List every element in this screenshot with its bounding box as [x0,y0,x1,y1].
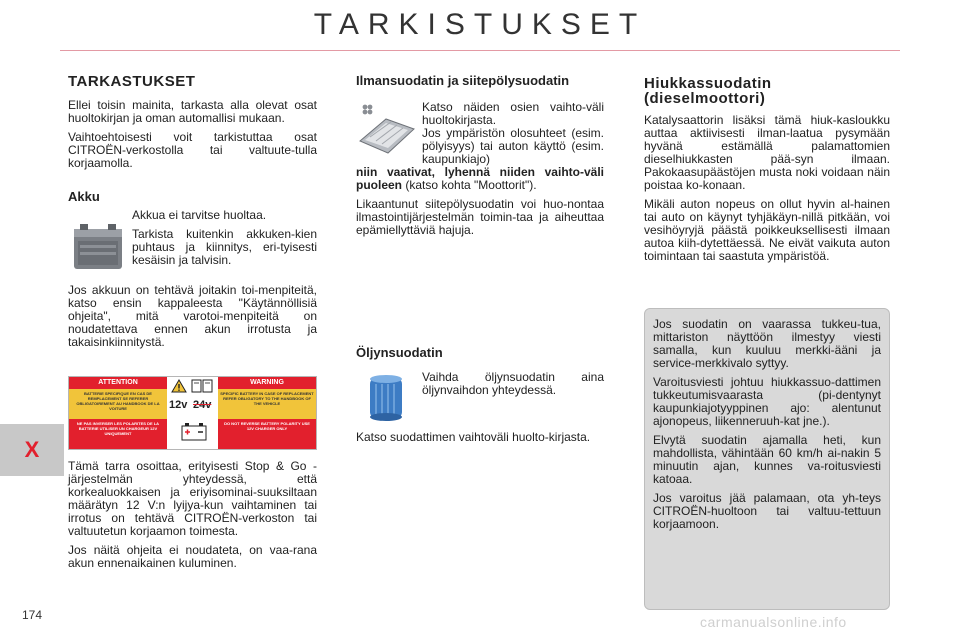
label-en-polarity: DO NOT REVERSE BATTERY POLARITY USE 12V CHARGER ONLY [218,419,316,449]
intro-paragraph-1: Ellei toisin mainita, tarkasta alla olevat osat huoltokirjan ja oman automallisi mukaan. [68,98,317,125]
intro-paragraph-2: Vaihtoehtoisesti voit tarkistuttaa osat CITROËN-verkostolla tai valtuute-tulla korjaamolla. [68,130,317,170]
title-rule [60,50,900,51]
oil-filter-icon [366,372,406,422]
label-fr-polarity: NE PAS INVERSER LES POLARITES DE LA BATTERIE UTILISER UN CHARGEUR 12V UNIQUEMENT [69,419,167,449]
battery-warning-label [68,376,317,450]
label-text-1: Tämä tarra osoittaa, erityisesti Stop & Go -järjestelmän yhteydessä, että korkealuokkaisen ja eriyisominai-suuksiltaan määrätyn 12 V:n lyijya-kun vaihtaminen tai irrotus on tehtävä CITROËN-verkoston tai valtuutetun korjaamon toimesta. [68,459,317,538]
box-text-2: Varoitusviesti johtuu hiukkassuo-dattimen tukkeutumisvaarasta (pi-dentynyt kaupunkiajotyyppinen ajo: alentunut ajonopeus, liikenneruuh-kat jne.). [653,375,881,428]
label-attention: ATTENTION [69,377,167,389]
chapter-tab[interactable]: X [0,424,64,476]
intro-text [68,99,317,176]
manual-book-icon [191,379,213,393]
box-text-4: Jos varoitus jää palamaan, ota yh-teys CITROËN-huoltoon tai valtuu-tettuun korjaamoon. [653,491,881,531]
particle-filter-heading-2: (dieselmoottori) [644,90,766,107]
air-text-2b: niin vaativat, lyhennä niiden vaihto-väli puoleen [356,165,604,192]
label-text-2: Jos näitä ohjeita ei noudateta, on vaa-rana akun ennenaikainen kuluminen. [68,543,317,570]
label-explanation [68,460,317,576]
box-text-1: Jos suodatin on vaarassa tukkeu-tua, mittariston näyttöön ilmestyy viesti samalla, kun kuuluu merkki-ääni ja service-merkkivalo syttyy. [653,317,881,370]
page-title: TARKISTUKSET [313,8,647,41]
label-warning: WARNING [218,377,316,389]
air-filter-conditions [356,127,604,243]
air-text-3: Likaantunut siitepölysuodatin voi huo-nontaa ilmastointijärjestelmän toimin-taa ja aiheuttaa epämiellyttäviä hajuja. [356,197,604,237]
air-text-1: Katso näiden osien vaihto-väli huoltokirjasta. [422,100,604,127]
oil-filter-heading: Öljynsuodatin [356,345,443,360]
battery-text-2: Tarkista kuitenkin akkuken-kien puhtaus ja kiinnitys, eri-tyisesti kesäisin ja talvisin. [132,227,317,267]
particle-filter-heading [644,76,772,106]
label-12v: 12v [169,399,188,411]
air-text-2c: (katso kohta "Moottorit"). [402,178,537,192]
air-text-2a-span: Jos ympäristön olosuhteet (esim. pölyisyys) tai auton käyttö (esim. kaupunkiajo) [422,126,604,166]
oil-filter-interval [356,431,604,450]
air-text-2 [356,166,604,192]
watermark: carmanualsonline.info [700,614,847,630]
particle-text-1: Katalysaattorin lisäksi tämä hiuk-kasloukku auttaa aktiivisesti ilman-laatua pysymään hyvänä estämällä palamattomien dieselhiukkasten pää-syn ilmaan. Pakokaasupäästöjen musta noki voidaan näin poistaa ko-konaan. [644,113,890,192]
oil-text-1: Vaihda öljynsuodatin aina öljynvaihdon yhteydessä. [422,370,604,397]
battery-procedure [68,284,317,355]
battery-heading: Akku [68,189,100,204]
battery-text-3: Jos akkuun on tehtävä joitakin toi-menpiteitä, katso ensin kappaleesta "Käytännöllisiä ohjeita", mitä varotoi-menpiteitä on noudatettava ennen akun irrotusta ja takaisinkiinnitystä. [68,283,317,349]
label-24v: 24v [193,399,212,411]
particle-filter-text [644,114,890,269]
warning-triangle-icon [171,379,187,393]
particle-filter-warning-box [644,308,890,610]
particle-filter-heading-1: Hiukkassuodatin [644,75,772,92]
label-fr-specific: BATTERIE SPECIFIQUE EN CAS DE REMPLACEMENT SE REFERER OBLIGATOIREMENT AU HANDBOOK DE LA VOITURE [69,389,167,419]
box-text-3: Elvytä suodatin ajamalla heti, kun mahdollista, vähintään 60 km/h ai-nakin 5 minuutin ajan, kunnes va-roitusviesti katoaa. [653,433,881,486]
battery-info [132,209,317,273]
battery-terminals-icon [181,421,207,441]
oil-filter-info [422,371,604,403]
air-filter-heading: Ilmansuodatin ja siitepölysuodatin [356,73,570,88]
battery-text-1: Akkua ei tarvitse huoltaa. [132,208,267,222]
label-center [167,377,218,449]
label-en-specific: SPECIFIC BATTERY IN CASE OF REPLACEMENT REFER OBLIGATORY TO THE HANDBOOK OF THE VEHICLE [218,389,316,419]
oil-text-2: Katso suodattimen vaihtoväli huolto-kirjasta. [356,430,591,444]
section-heading-tarkastukset: TARKASTUKSET [68,73,196,90]
page-number: 174 [22,608,43,622]
particle-text-2: Mikäli auton nopeus on ollut hyvin al-hainen tai auto on käynyt tyhjäkäyn-nillä pitkään, voi vesihöyryjä päästä poikkeuksellisesti ilmaan autoa kiih-dytettäessä. Ne eivät vaikuta auton toimintaan tai saastuta ympäristöä. [644,197,890,263]
battery-icon [70,221,126,273]
air-text-2a [356,127,604,166]
